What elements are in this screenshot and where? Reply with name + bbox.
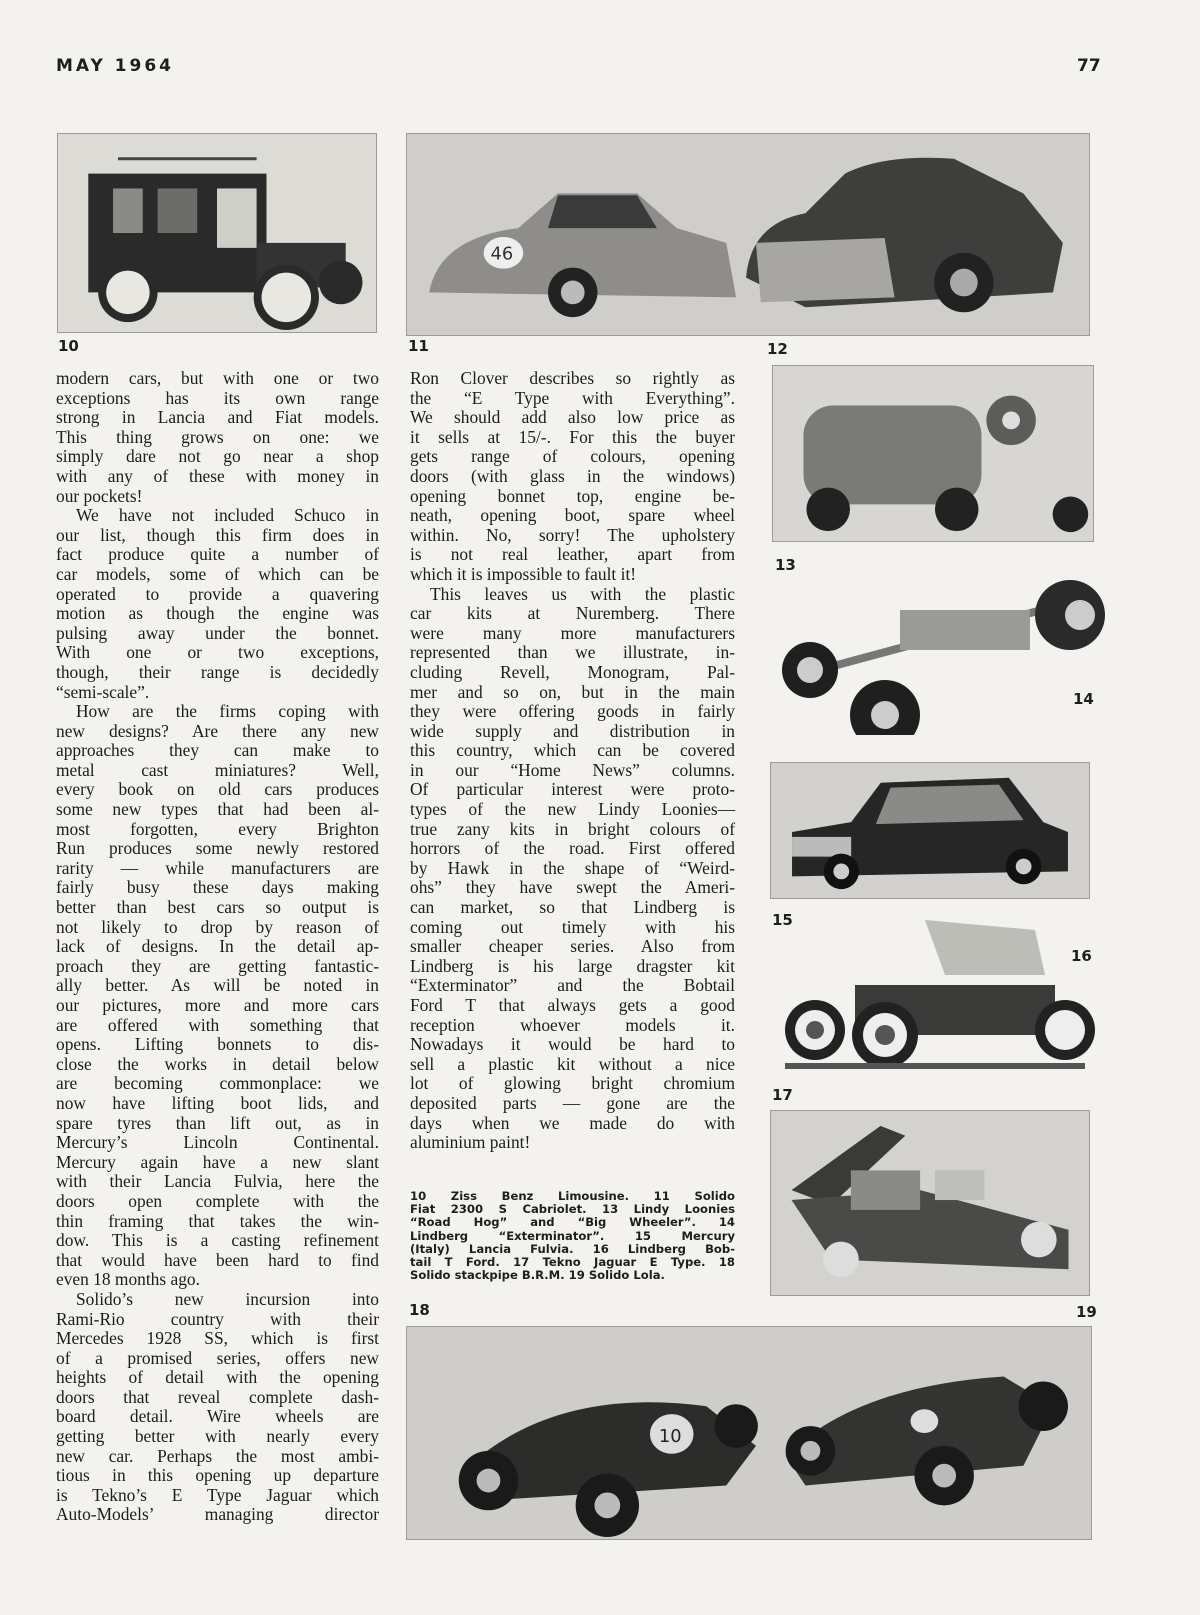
photo-16-lindberg-bobtail-t-ford [775, 915, 1095, 1075]
figure-number-14: 14 [1073, 690, 1094, 708]
text-line: rarity — while manufacturers are [56, 857, 379, 878]
text-line: by Hawk in the shape of “Weird- [410, 857, 735, 878]
svg-text:10: 10 [658, 1425, 682, 1447]
text-line: operated to provide a quavering [56, 583, 379, 604]
text-line: tious in this opening up departure [56, 1465, 379, 1486]
text-line: motion as though the engine was [56, 603, 379, 624]
text-line: true zany kits in bright colours of [410, 818, 735, 839]
text-line: metal cast miniatures? Well, [56, 759, 379, 780]
text-line: ohs” they have swept the Ameri- [410, 877, 735, 898]
car-image [771, 1111, 1089, 1295]
photo-15-lancia-fulvia [770, 762, 1090, 899]
caption-line: (Italy) Lancia Fulvia. 16 Lindberg Bob- [410, 1241, 735, 1256]
text-line: Run produces some newly restored [56, 838, 379, 859]
car-image [775, 915, 1095, 1075]
caption-line: tail T Ford. 17 Tekno Jaguar E Type. 18 [410, 1255, 735, 1270]
text-line: some new types that had been al- [56, 799, 379, 820]
text-line: heights of detail with the opening [56, 1367, 379, 1388]
text-line: Mercury’s Lincoln Continental. [56, 1132, 379, 1153]
figure-number-15: 15 [772, 911, 793, 929]
text-line: reception whoever models it. [410, 1014, 735, 1035]
text-line: sell a plastic kit without a nice [410, 1053, 735, 1074]
text-line: pulsing away under the bonnet. [56, 622, 379, 643]
text-line: gets range of colours, opening [410, 446, 735, 467]
text-line: Solido’s new incursion into [76, 1288, 379, 1309]
text-line: this country, which can be covered [410, 740, 735, 761]
text-line: our pictures, more and more cars [56, 995, 379, 1015]
text-line: smaller cheaper series. Also from [410, 936, 735, 957]
photo-18-19-solido-brm-lola [406, 1326, 1092, 1540]
car-image [773, 366, 1093, 541]
text-line: even 18 months ago. [56, 1269, 200, 1290]
text-line: our list, though this firm does in [56, 524, 379, 545]
text-line: deposited parts — gone are the [410, 1092, 735, 1113]
text-line: most forgotten, every Brighton [56, 818, 379, 839]
text-line: lack of designs. In the detail ap- [56, 936, 379, 957]
text-line: aluminium paint! [410, 1132, 531, 1153]
text-line: were many more manufacturers [410, 622, 735, 643]
text-line: within. No, sorry! The upholstery [410, 524, 735, 545]
text-line: Auto-Models’ managing director [56, 1504, 379, 1525]
figure-number-19: 19 [1076, 1303, 1097, 1321]
text-line: it sells at 15/-. For this the buyer [410, 426, 735, 447]
text-line: spare tyres than lift out, as in [56, 1112, 379, 1133]
text-line: though, their range is decidedly [56, 661, 379, 682]
text-line: is not real leather, apart from [410, 544, 735, 565]
text-line: exceptions has its own range [56, 387, 379, 408]
text-line: modern cars, but with one or two [56, 368, 379, 388]
car-image [407, 134, 1089, 335]
text-line: car models, some of which can be [56, 563, 379, 584]
text-line: Ron Clover describes so rightly as [410, 368, 735, 388]
text-line: Of particular interest were proto- [410, 779, 735, 800]
figure-number-16: 16 [1071, 947, 1092, 965]
text-line: board detail. Wire wheels are [56, 1406, 379, 1427]
text-line: lot of glowing bright chromium [410, 1073, 735, 1094]
text-line: Rami-Rio country with their [56, 1308, 379, 1329]
text-line: simply dare not go near a shop [56, 446, 379, 467]
text-line: opening bonnet top, engine be- [410, 485, 735, 506]
text-line: car kits at Nuremberg. There [410, 603, 735, 624]
text-line: This leaves us with the plastic [430, 583, 735, 604]
text-line: can market, so that Lindberg is [410, 897, 735, 918]
text-line: neath, opening boot, spare wheel [410, 505, 735, 526]
text-line: are offered with something that [56, 1014, 379, 1035]
text-line: dow. This is a casting refinement [56, 1230, 379, 1251]
text-line: not likely to drop by reason of [56, 916, 379, 937]
issue-date: MAY 1964 [56, 56, 174, 76]
text-line: coming out timely with his [410, 916, 735, 937]
text-line: every book on old cars produces [56, 779, 379, 800]
figure-number-18: 18 [409, 1301, 430, 1319]
text-line: that would have been hard to find [56, 1249, 379, 1270]
figure-number-10: 10 [58, 337, 79, 355]
text-line: Lindberg is his large dragster kit [410, 955, 735, 976]
text-line: proach they are getting fantastic- [56, 955, 379, 976]
text-line: This thing grows on one: we [56, 426, 379, 447]
text-line: with their Lancia Fulvia, here the [56, 1171, 379, 1192]
text-line: “Exterminator” and the Bobtail [410, 975, 735, 996]
figure-number-11: 11 [408, 337, 429, 355]
caption-line: Fiat 2300 S Cabriolet. 13 Lindy Loonies [410, 1202, 735, 1217]
text-line: close the works in detail below [56, 1053, 379, 1074]
photo-14-lindberg-exterminator [760, 555, 1105, 735]
photo-17-tekno-jaguar-e-type [770, 1110, 1090, 1296]
figure-number-17: 17 [772, 1086, 793, 1104]
text-line: How are the firms coping with [76, 701, 379, 722]
article-column-1 [56, 369, 379, 1525]
text-line: thin framing that takes the win- [56, 1210, 379, 1231]
text-line: better than best cars so output is [56, 897, 379, 918]
text-line: new car. Perhaps the most ambi- [56, 1445, 379, 1466]
text-line: Mercury again have a new slant [56, 1151, 379, 1172]
text-line: types of the new Lindy Loonies— [410, 799, 735, 820]
text-line: of a promised series, offers new [56, 1347, 379, 1368]
text-line: doors (with glass in the windows) [410, 465, 735, 486]
text-line: getting better with nearly every [56, 1426, 379, 1447]
text-line: is Tekno’s E Type Jaguar which [56, 1484, 379, 1505]
car-image [407, 1327, 1091, 1539]
caption-line: Lindberg “Exterminator”. 15 Mercury [410, 1228, 735, 1243]
text-line: new designs? Are there any new [56, 720, 379, 741]
text-line: Ford T that always gets a good [410, 995, 735, 1015]
text-line: With one or two exceptions, [56, 642, 379, 663]
photo-10-ziss-benz-limousine [57, 133, 377, 333]
text-line: strong in Lancia and Fiat models. [56, 407, 379, 428]
text-line: doors that reveal complete dash- [56, 1386, 379, 1407]
car-image [771, 763, 1089, 898]
text-line: opens. Lifting bonnets to dis- [56, 1034, 379, 1055]
text-line: mer and so on, but in the main [410, 681, 735, 702]
text-line: our pockets! [56, 485, 143, 506]
text-line: with any of these with money in [56, 465, 379, 486]
figure-number-13: 13 [775, 556, 796, 574]
figure-number-12: 12 [767, 340, 788, 358]
text-line: they were offering goods in fairly [410, 701, 735, 722]
text-line: represented than we illustrate, in- [410, 642, 735, 663]
text-line: horrors of the road. First offered [410, 838, 735, 859]
article-column-2 [410, 369, 735, 1153]
text-line: doors open complete with the [56, 1190, 379, 1211]
text-line: “semi-scale”. [56, 681, 150, 702]
caption-line: “Road Hog” and “Big Wheeler”. 14 [410, 1215, 735, 1230]
text-line: cluding Revell, Monogram, Pal- [410, 661, 735, 682]
page-number: 77 [1077, 56, 1101, 76]
text-line: ally better. As will be noted in [56, 975, 379, 996]
caption-line: 10 Ziss Benz Limousine. 11 Solido [410, 1189, 735, 1203]
text-line: which it is impossible to fault it! [410, 563, 637, 584]
text-line: now have lifting boot lids, and [56, 1092, 379, 1113]
text-line: We have not included Schuco in [76, 505, 379, 526]
text-line: in our “Home News” columns. [410, 759, 735, 780]
photo-13-lindy-loonies [772, 365, 1094, 542]
text-line: Mercedes 1928 SS, which is first [56, 1328, 379, 1349]
car-image [58, 134, 376, 332]
figure-captions [410, 1190, 735, 1282]
photo-11-12-solido-fiat [406, 133, 1090, 336]
text-line: days when we made do with [410, 1112, 735, 1133]
svg-text:46: 46 [490, 243, 514, 265]
text-line: approaches they can make to [56, 740, 379, 761]
text-line: We should add also low price as [410, 407, 735, 428]
text-line: wide supply and distribution in [410, 720, 735, 741]
text-line: fact produce quite a number of [56, 544, 379, 565]
caption-line: Solido stackpipe B.R.M. 19 Solido Lola. [410, 1268, 665, 1283]
text-line: Nowadays it would be hard to [410, 1034, 735, 1055]
text-line: the “E Type with Everything”. [410, 387, 735, 408]
car-image [760, 555, 1105, 735]
text-line: are becoming commonplace: we [56, 1073, 379, 1094]
text-line: fairly busy these days making [56, 877, 379, 898]
